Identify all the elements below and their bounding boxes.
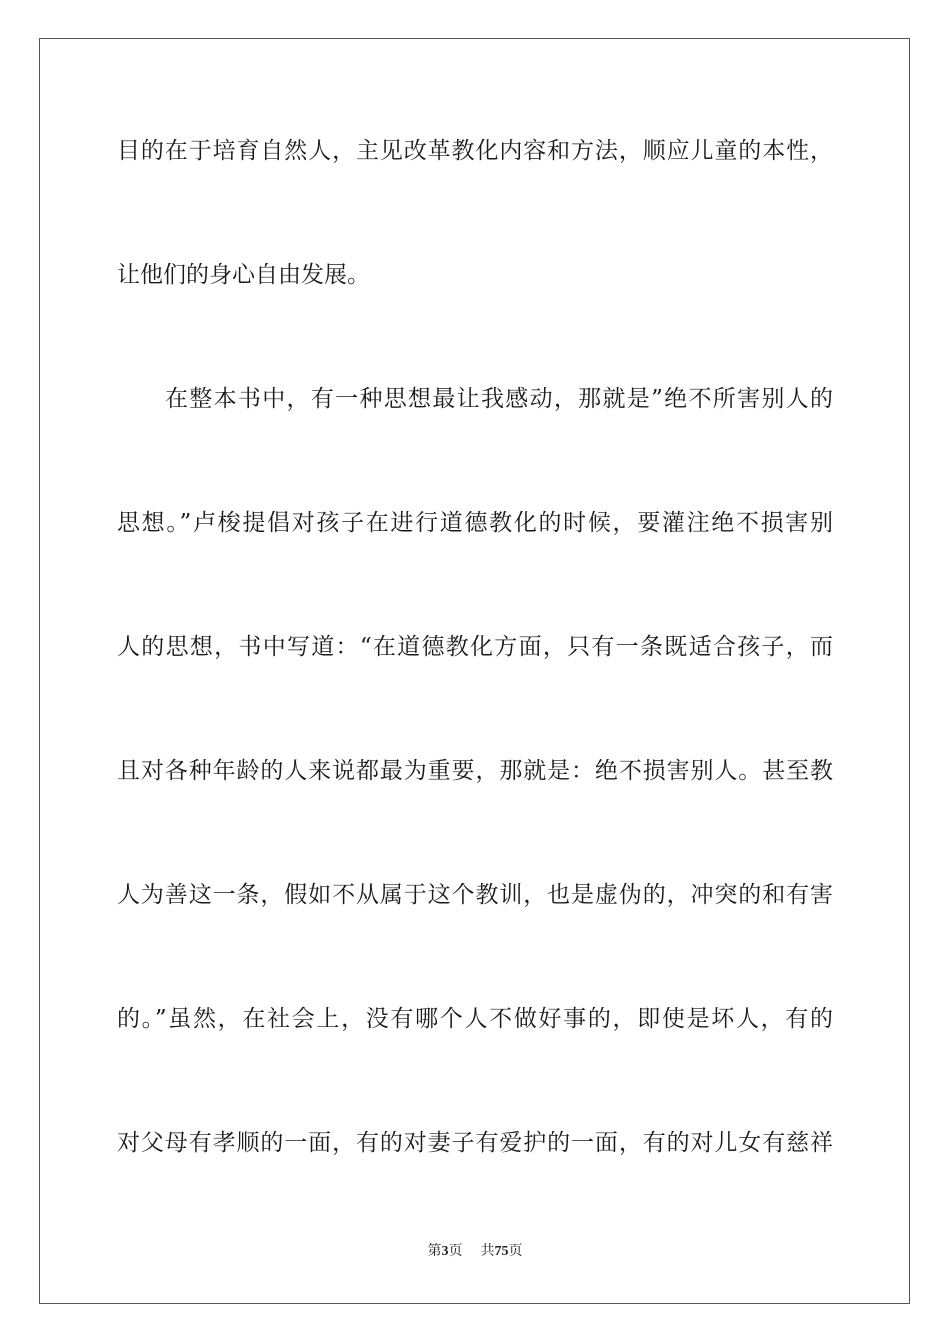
body-line-8: 的。”虽然，在社会上，没有哪个人不做好事的，即使是坏人，有的 <box>117 1006 833 1032</box>
body-line-6: 且对各种年龄的人来说都最为重要，那就是：绝不损害别人。甚至教 <box>117 758 833 784</box>
total-prefix: 共 <box>480 1243 495 1259</box>
body-line-7: 人为善这一条，假如不从属于这个教训，也是虚伪的，冲突的和有害 <box>117 882 833 908</box>
page-border <box>39 38 910 1304</box>
total-suffix: 页 <box>508 1243 523 1259</box>
body-line-4: 思想。”卢梭提倡对孩子在进行道德教化的时候，要灌注绝不损害别 <box>117 510 833 536</box>
page-number: 3 <box>441 1244 449 1259</box>
body-line-9: 对父母有孝顺的一面，有的对妻子有爱护的一面，有的对儿女有慈祥 <box>117 1130 833 1156</box>
body-line-2: 让他们的身心自由发展。 <box>117 262 370 288</box>
page-prefix: 第 <box>427 1243 442 1259</box>
page-suffix: 页 <box>448 1243 463 1259</box>
page-footer <box>0 1240 950 1260</box>
body-line-1: 目的在于培育自然人，主见改革教化内容和方法，顺应儿童的本性， <box>117 138 833 164</box>
body-line-3: 在整本书中，有一种思想最让我感动，那就是”绝不所害别人的 <box>165 386 833 412</box>
body-line-5: 人的思想，书中写道：“在道德教化方面，只有一条既适合孩子，而 <box>117 634 833 660</box>
total-pages: 75 <box>494 1244 509 1259</box>
